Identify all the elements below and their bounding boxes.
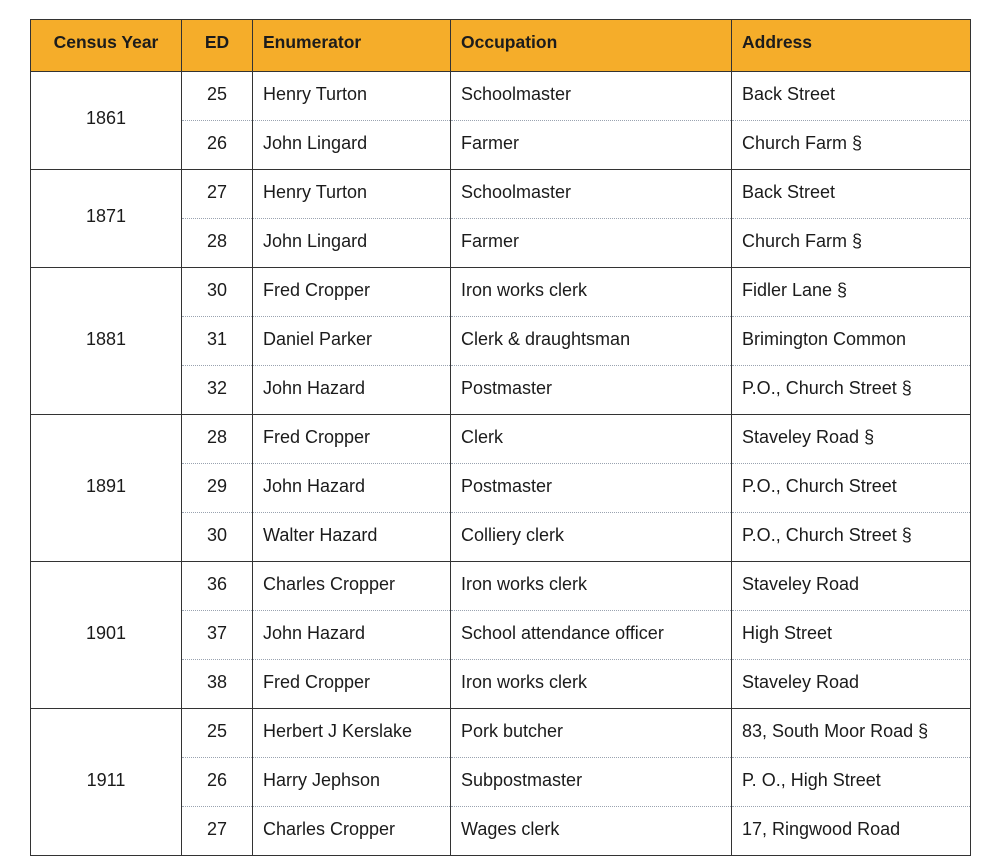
ed-cell: 26	[182, 758, 253, 807]
table-row	[31, 709, 971, 758]
enumerator-cell: Henry Turton	[253, 170, 451, 219]
table-row	[31, 170, 971, 219]
occupation-cell: School attendance officer	[451, 611, 732, 660]
occupation-cell: Colliery clerk	[451, 513, 732, 562]
occupation-cell: Iron works clerk	[451, 660, 732, 709]
enumerator-cell: John Hazard	[253, 366, 451, 415]
address-cell: Back Street	[732, 72, 971, 121]
header-enumerator: Enumerator	[253, 20, 451, 72]
address-cell: P. O., High Street	[732, 758, 971, 807]
address-cell: 83, South Moor Road §	[732, 709, 971, 758]
ed-cell: 25	[182, 72, 253, 121]
address-cell: Fidler Lane §	[732, 268, 971, 317]
ed-cell: 38	[182, 660, 253, 709]
ed-cell: 26	[182, 121, 253, 170]
census-year-cell: 1861	[31, 72, 182, 170]
enumerator-cell: Herbert J Kerslake	[253, 709, 451, 758]
census-year-cell: 1881	[31, 268, 182, 415]
ed-cell: 28	[182, 219, 253, 268]
census-enumerators-table	[30, 19, 971, 856]
enumerator-cell: Charles Cropper	[253, 807, 451, 856]
enumerator-cell: John Lingard	[253, 219, 451, 268]
header-row	[31, 20, 971, 72]
address-cell: Staveley Road	[732, 562, 971, 611]
address-cell: P.O., Church Street	[732, 464, 971, 513]
census-year-cell: 1891	[31, 415, 182, 562]
enumerator-cell: Charles Cropper	[253, 562, 451, 611]
enumerator-cell: John Hazard	[253, 464, 451, 513]
table-row	[31, 562, 971, 611]
occupation-cell: Postmaster	[451, 464, 732, 513]
occupation-cell: Wages clerk	[451, 807, 732, 856]
ed-cell: 25	[182, 709, 253, 758]
header-census-year: Census Year	[31, 20, 182, 72]
occupation-cell: Postmaster	[451, 366, 732, 415]
occupation-cell: Farmer	[451, 121, 732, 170]
address-cell: P.O., Church Street §	[732, 366, 971, 415]
address-cell: Church Farm §	[732, 121, 971, 170]
enumerator-cell: Fred Cropper	[253, 660, 451, 709]
enumerator-cell: Daniel Parker	[253, 317, 451, 366]
ed-cell: 32	[182, 366, 253, 415]
occupation-cell: Clerk & draughtsman	[451, 317, 732, 366]
address-cell: High Street	[732, 611, 971, 660]
occupation-cell: Schoolmaster	[451, 170, 732, 219]
census-year-cell: 1911	[31, 709, 182, 856]
address-cell: Brimington Common	[732, 317, 971, 366]
enumerator-cell: Fred Cropper	[253, 268, 451, 317]
table-header	[31, 20, 971, 72]
header-occupation: Occupation	[451, 20, 732, 72]
address-cell: Back Street	[732, 170, 971, 219]
ed-cell: 27	[182, 170, 253, 219]
address-cell: Staveley Road §	[732, 415, 971, 464]
header-ed: ED	[182, 20, 253, 72]
header-address: Address	[732, 20, 971, 72]
enumerator-cell: John Hazard	[253, 611, 451, 660]
ed-cell: 30	[182, 513, 253, 562]
census-year-cell: 1901	[31, 562, 182, 709]
address-cell: Church Farm §	[732, 219, 971, 268]
occupation-cell: Subpostmaster	[451, 758, 732, 807]
enumerator-cell: Fred Cropper	[253, 415, 451, 464]
census-year-cell: 1871	[31, 170, 182, 268]
table-body	[31, 72, 971, 856]
enumerator-cell: Walter Hazard	[253, 513, 451, 562]
enumerator-cell: John Lingard	[253, 121, 451, 170]
ed-cell: 27	[182, 807, 253, 856]
table-row	[31, 415, 971, 464]
occupation-cell: Iron works clerk	[451, 562, 732, 611]
enumerator-cell: Harry Jephson	[253, 758, 451, 807]
ed-cell: 31	[182, 317, 253, 366]
address-cell: 17, Ringwood Road	[732, 807, 971, 856]
ed-cell: 36	[182, 562, 253, 611]
table-row	[31, 72, 971, 121]
occupation-cell: Clerk	[451, 415, 732, 464]
occupation-cell: Pork butcher	[451, 709, 732, 758]
ed-cell: 37	[182, 611, 253, 660]
ed-cell: 28	[182, 415, 253, 464]
table-row	[31, 268, 971, 317]
address-cell: Staveley Road	[732, 660, 971, 709]
address-cell: P.O., Church Street §	[732, 513, 971, 562]
occupation-cell: Farmer	[451, 219, 732, 268]
enumerator-cell: Henry Turton	[253, 72, 451, 121]
occupation-cell: Iron works clerk	[451, 268, 732, 317]
ed-cell: 29	[182, 464, 253, 513]
ed-cell: 30	[182, 268, 253, 317]
occupation-cell: Schoolmaster	[451, 72, 732, 121]
